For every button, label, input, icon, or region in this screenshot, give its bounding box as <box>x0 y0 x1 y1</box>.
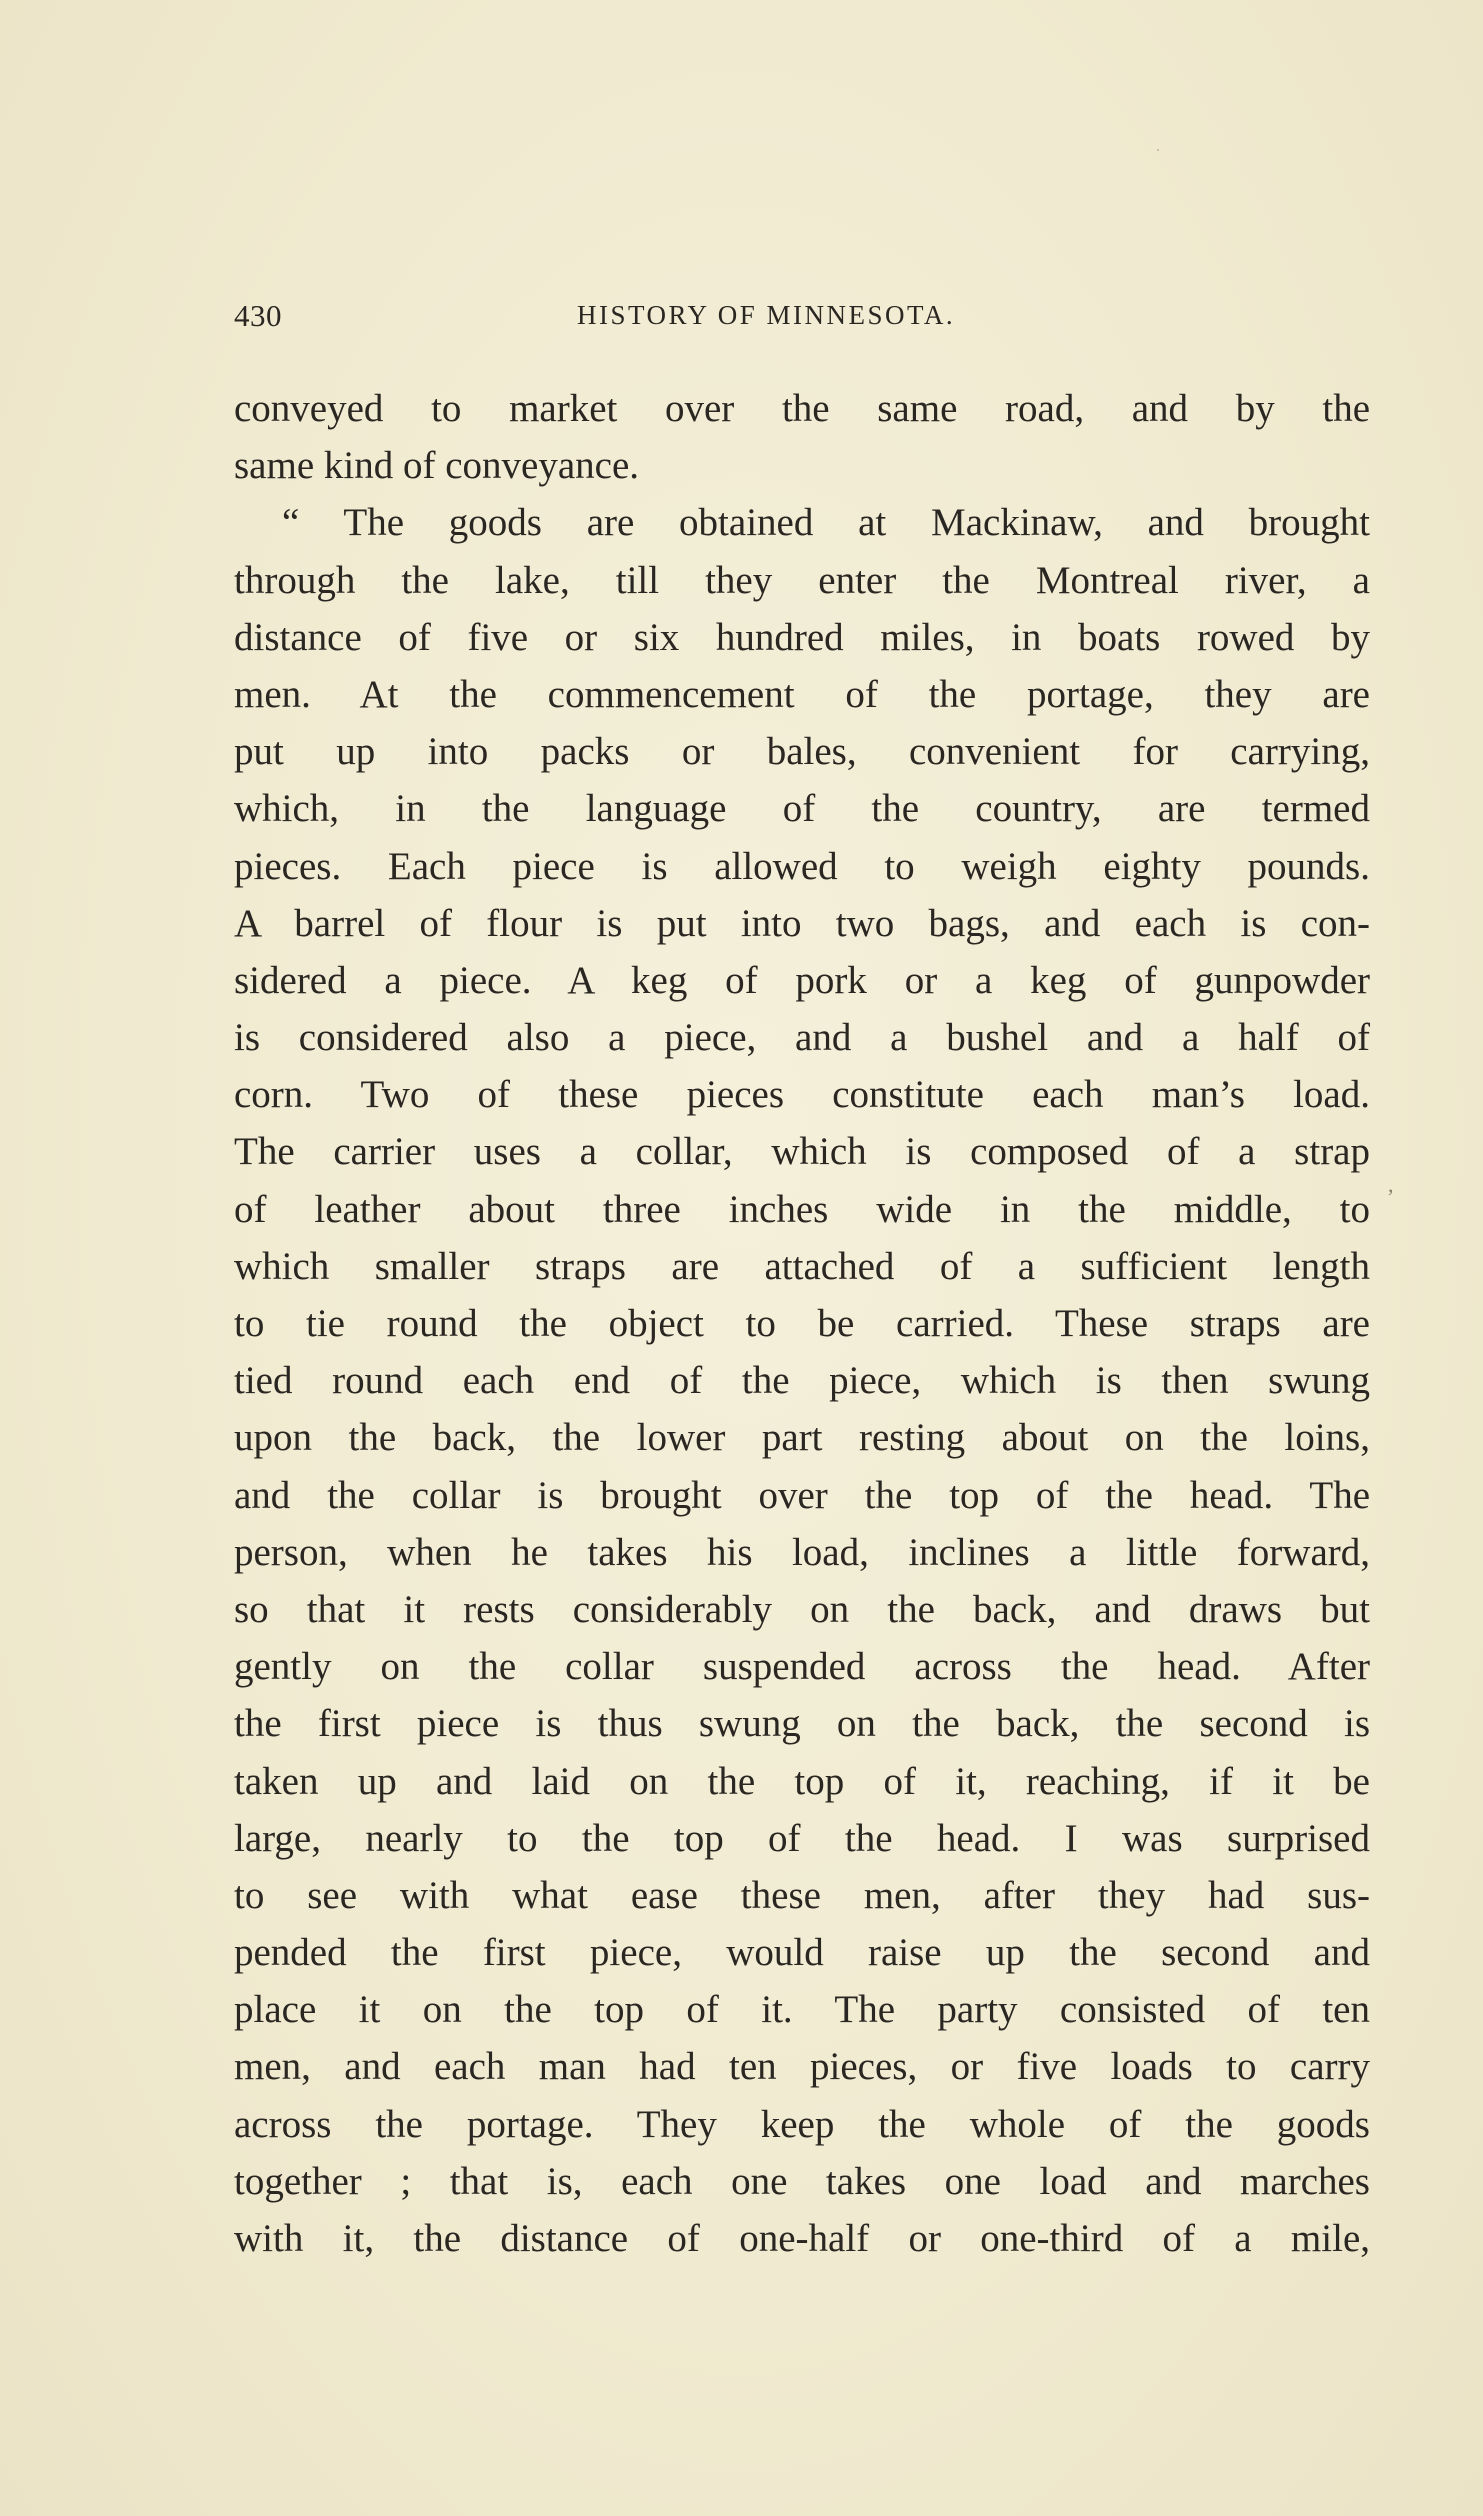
text-line: of leather about three inches wide in the middle, to <box>234 1187 1370 1231</box>
text-line: with it, the distance of one-half or one-third of a mile, <box>234 2217 1370 2260</box>
text-line: so that it rests considerably on the back, and draws but <box>234 1587 1370 1631</box>
text-line: tied round each end of the piece, which is then swung <box>234 1359 1370 1403</box>
text-line: place it on the top of it. The party consisted of ten <box>234 1988 1370 2032</box>
paper-speck: · <box>1155 140 1161 160</box>
page-header <box>234 298 1284 342</box>
text-line: to see with what ease these men, after they had sus- <box>234 1873 1370 1917</box>
text-line: person, when he takes his load, inclines a little forward, <box>234 1530 1370 1574</box>
text-line: which smaller straps are attached of a sufficient length <box>234 1244 1370 1288</box>
text-line: men. At the commencement of the portage, they are <box>234 672 1370 716</box>
text-line: conveyed to market over the same road, and by the <box>234 387 1370 430</box>
text-line: pended the first piece, would raise up the second and <box>234 1931 1370 1975</box>
text-line: is considered also a piece, and a bushel and a half of <box>234 1016 1370 1060</box>
text-line: A barrel of flour is put into two bags, and each is con- <box>234 901 1370 945</box>
text-line: The carrier uses a collar, which is composed of a strap <box>234 1130 1370 1174</box>
text-line: “ The goods are obtained at Mackinaw, and brought <box>282 501 1370 545</box>
text-line: and the collar is brought over the top of the head. The <box>234 1473 1370 1517</box>
text-line: put up into packs or bales, convenient for carrying, <box>234 730 1370 774</box>
text-line: the first piece is thus swung on the back, the second is <box>234 1702 1370 1746</box>
text-line: corn. Two of these pieces constitute each man’s load. <box>234 1073 1370 1117</box>
text-line: across the portage. They keep the whole of the goods <box>234 2102 1370 2146</box>
text-line: sidered a piece. A keg of pork or a keg of gunpowder <box>234 958 1370 1002</box>
text-line: men, and each man had ten pieces, or five loads to carry <box>234 2045 1370 2089</box>
body-text <box>234 380 1370 2267</box>
text-line: together ; that is, each one takes one load and marches <box>234 2159 1370 2203</box>
text-line: same kind of conveyance. <box>234 444 640 488</box>
text-line: through the lake, till they enter the Montreal river, a <box>234 558 1370 602</box>
text-line: to tie round the object to be carried. These straps are <box>234 1302 1370 1345</box>
text-line: pieces. Each piece is allowed to weigh eighty pounds. <box>234 844 1370 888</box>
text-line: which, in the language of the country, are termed <box>234 787 1370 831</box>
text-line: gently on the collar suspended across the head. After <box>234 1645 1370 1689</box>
text-line: distance of five or six hundred miles, in boats rowed by <box>234 615 1370 659</box>
running-title: HISTORY OF MINNESOTA. <box>577 300 956 330</box>
margin-mark: , <box>1388 1172 1394 1197</box>
text-line: large, nearly to the top of the head. I was surprised <box>234 1816 1370 1860</box>
page-number: 430 <box>234 298 282 333</box>
text-line: taken up and laid on the top of it, reaching, if it be <box>234 1759 1370 1803</box>
text-line: upon the back, the lower part resting about on the loins, <box>234 1416 1370 1460</box>
